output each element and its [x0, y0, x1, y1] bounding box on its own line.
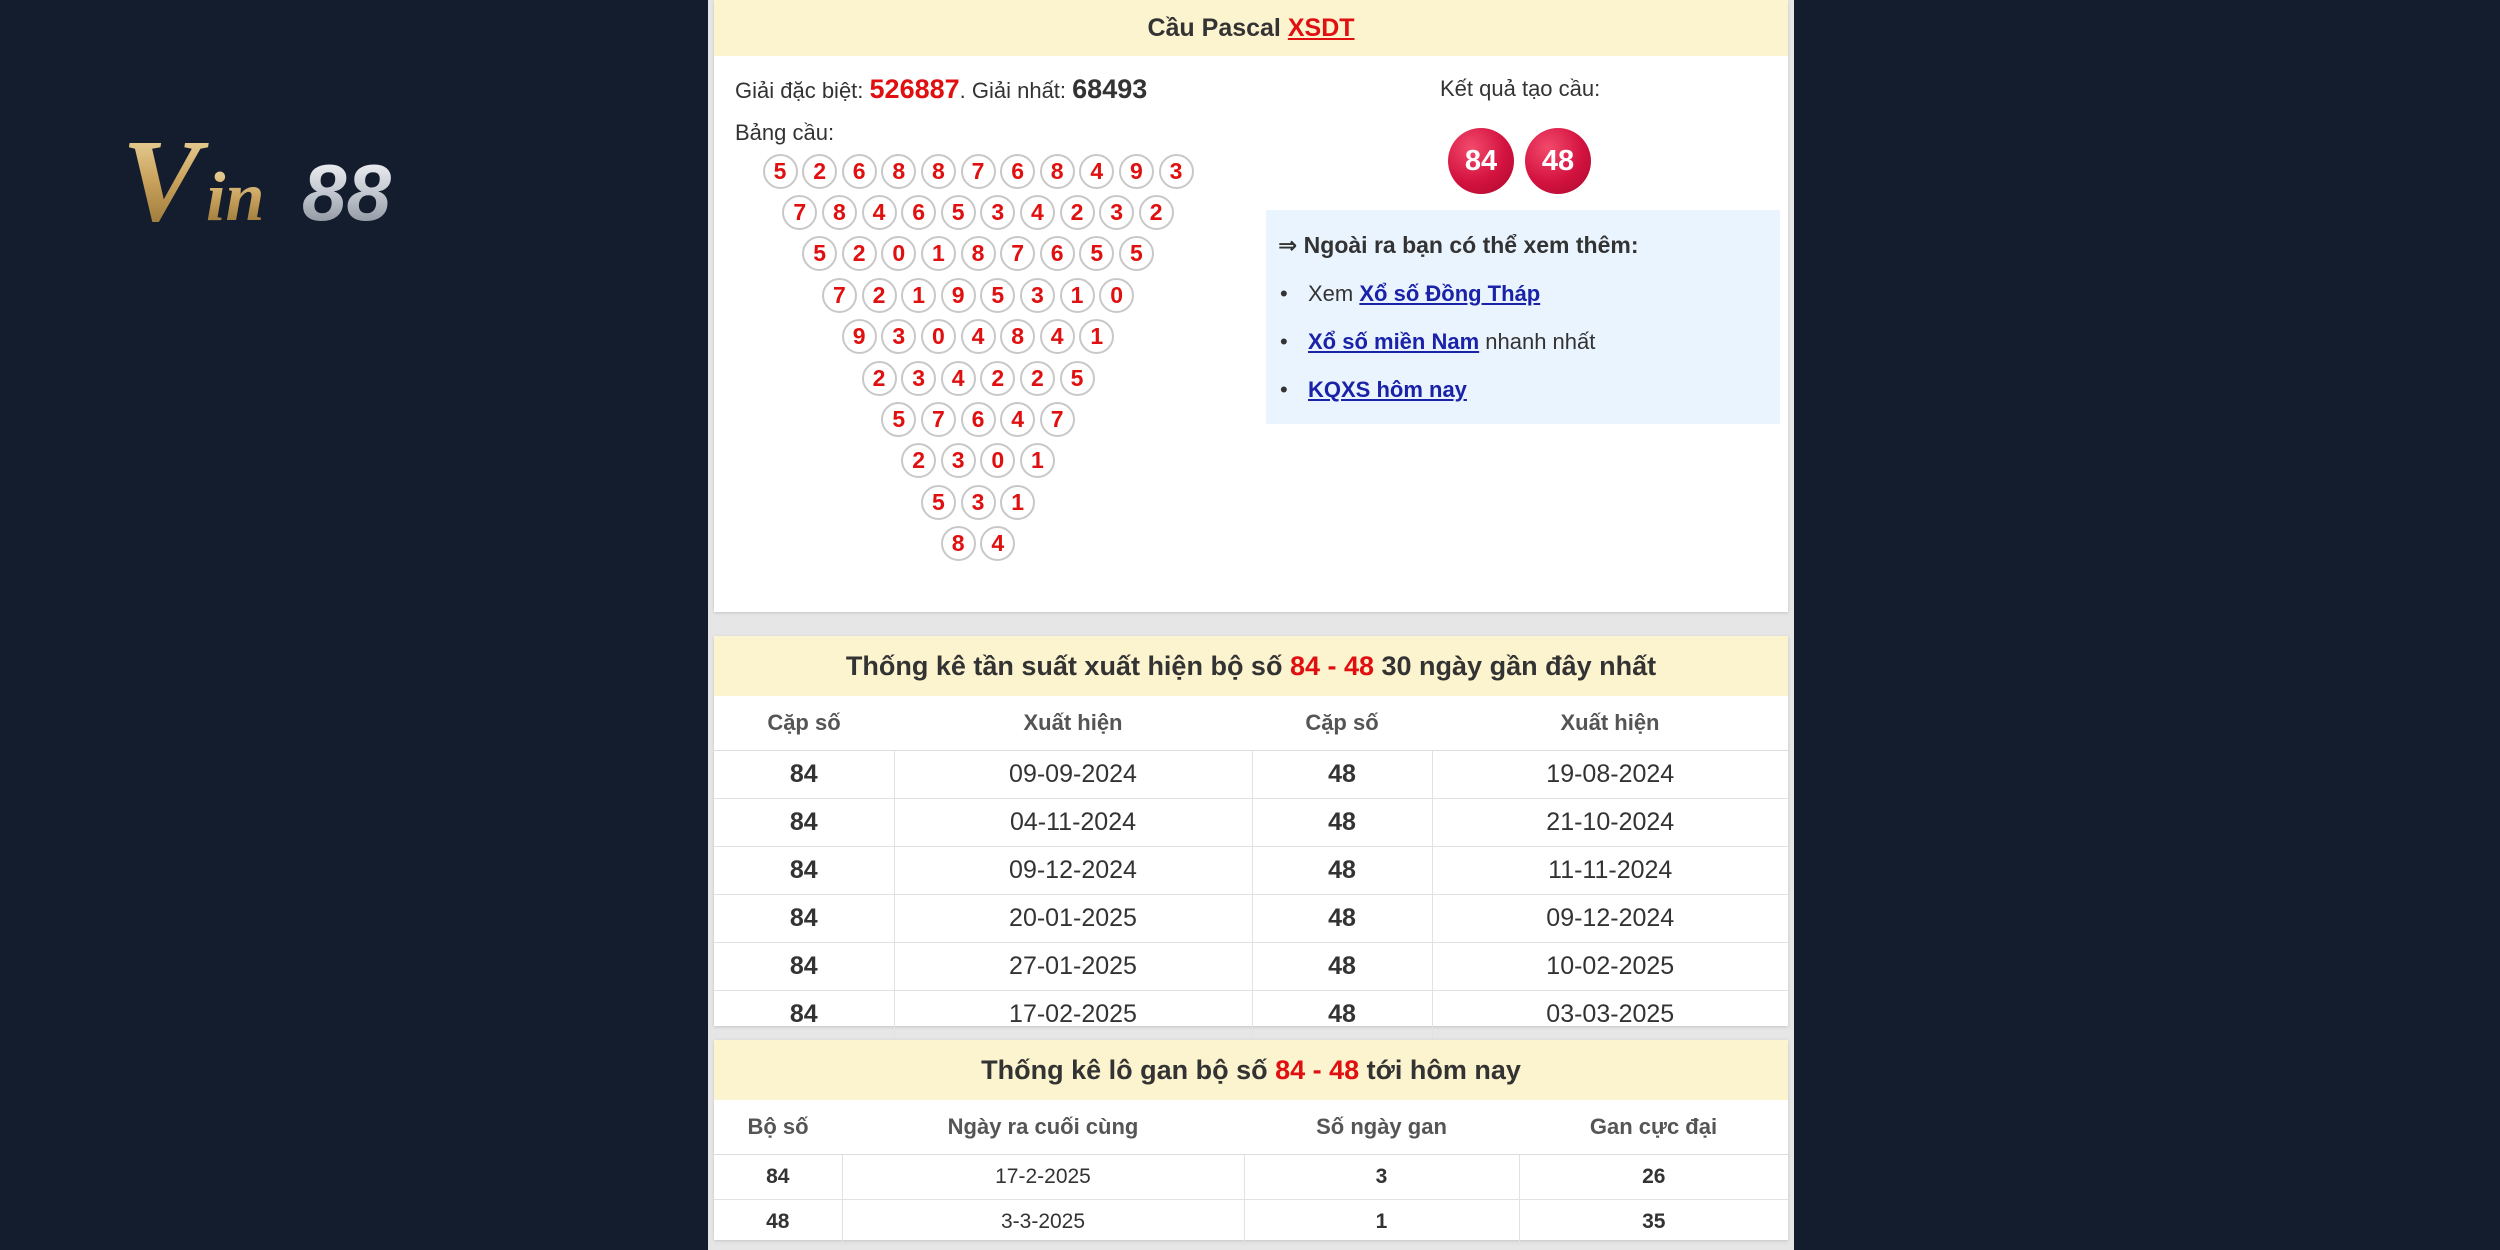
- triangle-cell: 4: [1020, 195, 1055, 230]
- triangle-cell: 3: [901, 361, 936, 396]
- table-row: [714, 799, 1788, 847]
- table-cell: 11-11-2024: [1432, 847, 1788, 895]
- triangle-cell: 2: [862, 361, 897, 396]
- table-cell: 48: [1252, 751, 1432, 799]
- triangle-cell: 3: [961, 485, 996, 520]
- triangle-cell: 2: [802, 154, 837, 189]
- table-row: [714, 1155, 1788, 1200]
- result-ball: 48: [1525, 128, 1591, 194]
- triangle-cell: 3: [881, 319, 916, 354]
- table-row: [714, 895, 1788, 943]
- triangle-cell: 4: [1040, 319, 1075, 354]
- triangle-cell: 8: [881, 154, 916, 189]
- frequency-header: [714, 636, 1788, 696]
- triangle-cell: 8: [1040, 154, 1075, 189]
- table-cell: 84: [714, 943, 894, 991]
- see-more-box: [1266, 210, 1780, 424]
- triangle-cell: 8: [822, 195, 857, 230]
- triangle-cell: 3: [980, 195, 1015, 230]
- result-label: Kết quả tạo cầu:: [1440, 76, 1601, 101]
- xsdt-link[interactable]: XSDT: [1287, 14, 1355, 42]
- triangle-cell: 8: [961, 236, 996, 271]
- col-header: Số ngày gan: [1244, 1100, 1519, 1155]
- triangle-cell: 4: [961, 319, 996, 354]
- table-cell: 48: [1252, 799, 1432, 847]
- frequency-title-pair: 84 - 48: [1289, 651, 1375, 681]
- link-xo-so-mien-nam[interactable]: Xổ số miền Nam: [1308, 329, 1480, 354]
- table-cell: 84: [714, 751, 894, 799]
- table-cell: 84: [714, 847, 894, 895]
- table-cell: 04-11-2024: [894, 799, 1252, 847]
- triangle-cell: 6: [842, 154, 877, 189]
- triangle-cell: 1: [1020, 443, 1055, 478]
- triangle-cell: 7: [921, 402, 956, 437]
- col-header: Cặp số: [1252, 696, 1432, 751]
- triangle-cell: 7: [961, 154, 996, 189]
- triangle-cell: 1: [901, 278, 936, 313]
- triangle-cell: 7: [822, 278, 857, 313]
- frequency-card: [714, 636, 1788, 1026]
- table-cell: 1: [1244, 1200, 1519, 1245]
- svg-text:V: V: [122, 118, 201, 238]
- see-more-suffix: nhanh nhất: [1479, 329, 1596, 354]
- first-prize-label: . Giải nhất:: [959, 78, 1067, 103]
- table-cell: 84: [714, 799, 894, 847]
- frequency-title-prefix: Thống kê tần suất xuất hiện bộ số: [845, 651, 1290, 681]
- table-cell: 26: [1519, 1155, 1788, 1200]
- pascal-header: [714, 0, 1788, 56]
- col-header: Ngày ra cuối cùng: [842, 1100, 1244, 1155]
- triangle-cell: 5: [1079, 236, 1114, 271]
- gan-table: [714, 1100, 1788, 1245]
- triangle-cell: 9: [1119, 154, 1154, 189]
- see-more-list: [1278, 280, 1595, 424]
- triangle-cell: 4: [980, 526, 1015, 561]
- triangle-cell: 7: [782, 195, 817, 230]
- table-cell: 84: [714, 991, 894, 1039]
- vin88-logo[interactable]: [122, 118, 482, 238]
- table-cell: 35: [1519, 1200, 1788, 1245]
- table-row: [714, 751, 1788, 799]
- triangle-cell: 8: [941, 526, 976, 561]
- gan-title-prefix: Thống kê lô gan bộ số: [981, 1055, 1276, 1085]
- table-row: [714, 847, 1788, 895]
- triangle-cell: 1: [921, 236, 956, 271]
- triangle-cell: 4: [862, 195, 897, 230]
- triangle-cell: 9: [842, 319, 877, 354]
- triangle-cell: 1: [1060, 278, 1095, 313]
- triangle-cell: 2: [862, 278, 897, 313]
- col-header: Xuất hiện: [894, 696, 1252, 751]
- triangle-cell: 2: [980, 361, 1015, 396]
- table-cell: 84: [714, 1155, 842, 1200]
- table-cell: 17-02-2025: [894, 991, 1252, 1039]
- table-cell: 3: [1244, 1155, 1519, 1200]
- result-ball: 84: [1448, 128, 1514, 194]
- triangle-cell: 5: [941, 195, 976, 230]
- triangle-cell: 1: [1079, 319, 1114, 354]
- gan-title-pair: 84 - 48: [1275, 1055, 1360, 1085]
- col-header: Bộ số: [714, 1100, 842, 1155]
- first-prize-value: 68493: [1072, 74, 1148, 104]
- table-cell: 48: [714, 1200, 842, 1245]
- triangle-cell: 3: [1020, 278, 1055, 313]
- triangle-cell: 2: [901, 443, 936, 478]
- special-prize-value: 526887: [869, 74, 960, 104]
- table-cell: 20-01-2025: [894, 895, 1252, 943]
- triangle-cell: 5: [881, 402, 916, 437]
- table-cell: 84: [714, 895, 894, 943]
- triangle-cell: 1: [1000, 485, 1035, 520]
- svg-text:in: in: [206, 159, 265, 236]
- triangle-cell: 0: [921, 319, 956, 354]
- triangle-cell: 3: [941, 443, 976, 478]
- triangle-cell: 7: [1000, 236, 1035, 271]
- triangle-cell: 5: [1119, 236, 1154, 271]
- main-column: [708, 0, 1794, 1250]
- triangle-cell: 6: [901, 195, 936, 230]
- triangle-cell: 4: [1079, 154, 1114, 189]
- table-cell: 48: [1252, 895, 1432, 943]
- triangle-cell: 7: [1040, 402, 1075, 437]
- triangle-cell: 5: [802, 236, 837, 271]
- pascal-card: [714, 0, 1788, 612]
- triangle-cell: 2: [1060, 195, 1095, 230]
- frequency-table: [714, 696, 1788, 1039]
- table-cell: 10-02-2025: [1432, 943, 1788, 991]
- triangle-cell: 2: [1020, 361, 1055, 396]
- triangle-cell: 5: [1060, 361, 1095, 396]
- table-cell: 17-2-2025: [842, 1155, 1244, 1200]
- table-cell: 21-10-2024: [1432, 799, 1788, 847]
- table-cell: 19-08-2024: [1432, 751, 1788, 799]
- link-kqxs-hom-nay[interactable]: KQXS hôm nay: [1308, 377, 1467, 402]
- table-cell: 48: [1252, 847, 1432, 895]
- triangle-cell: 6: [1040, 236, 1075, 271]
- col-header: Xuất hiện: [1432, 696, 1788, 751]
- list-item: [1278, 280, 1595, 328]
- table-row: [714, 943, 1788, 991]
- triangle-cell: 0: [881, 236, 916, 271]
- triangle-cell: 9: [941, 278, 976, 313]
- triangle-cell: 5: [763, 154, 798, 189]
- table-header-row: [714, 696, 1788, 751]
- triangle-cell: 8: [1000, 319, 1035, 354]
- col-header: Cặp số: [714, 696, 894, 751]
- gan-title-suffix: tới hôm nay: [1359, 1055, 1521, 1085]
- gan-header: [714, 1040, 1788, 1100]
- triangle-cell: 2: [1139, 195, 1174, 230]
- triangle-cell: 0: [980, 443, 1015, 478]
- pascal-title: Cầu Pascal: [1147, 14, 1281, 42]
- triangle-cell: 6: [961, 402, 996, 437]
- triangle-cell: 0: [1099, 278, 1134, 313]
- table-cell: 09-12-2024: [1432, 895, 1788, 943]
- triangle-cell: 4: [941, 361, 976, 396]
- link-xo-so-dong-thap[interactable]: Xổ số Đồng Tháp: [1359, 281, 1541, 306]
- table-cell: 27-01-2025: [894, 943, 1252, 991]
- pascal-table-label: Bảng cầu:: [735, 120, 835, 145]
- table-header-row: [714, 1100, 1788, 1155]
- table-cell: 3-3-2025: [842, 1200, 1244, 1245]
- triangle-cell: 4: [1000, 402, 1035, 437]
- table-cell: 09-09-2024: [894, 751, 1252, 799]
- table-cell: 48: [1252, 943, 1432, 991]
- triangle-cell: 6: [1000, 154, 1035, 189]
- triangle-cell: 2: [842, 236, 877, 271]
- table-cell: 09-12-2024: [894, 847, 1252, 895]
- triangle-cell: 5: [921, 485, 956, 520]
- triangle-cell: 8: [921, 154, 956, 189]
- triangle-cell: 3: [1159, 154, 1194, 189]
- see-more-title: ⇒ Ngoài ra bạn có thể xem thêm:: [1278, 232, 1639, 258]
- table-cell: 03-03-2025: [1432, 991, 1788, 1039]
- svg-text:88: 88: [302, 148, 391, 237]
- triangle-cell: 3: [1099, 195, 1134, 230]
- see-more-prefix: Xem: [1308, 281, 1360, 306]
- list-item: [1278, 328, 1595, 376]
- col-header: Gan cực đại: [1519, 1100, 1788, 1155]
- frequency-title-suffix: 30 ngày gần đây nhất: [1374, 651, 1657, 681]
- table-cell: 48: [1252, 991, 1432, 1039]
- table-row: [714, 991, 1788, 1039]
- special-prize-label: Giải đặc biệt:: [735, 78, 864, 103]
- gan-card: [714, 1040, 1788, 1240]
- prize-line: [735, 74, 1147, 105]
- triangle-cell: 5: [980, 278, 1015, 313]
- table-row: [714, 1200, 1788, 1245]
- list-item: [1278, 376, 1595, 424]
